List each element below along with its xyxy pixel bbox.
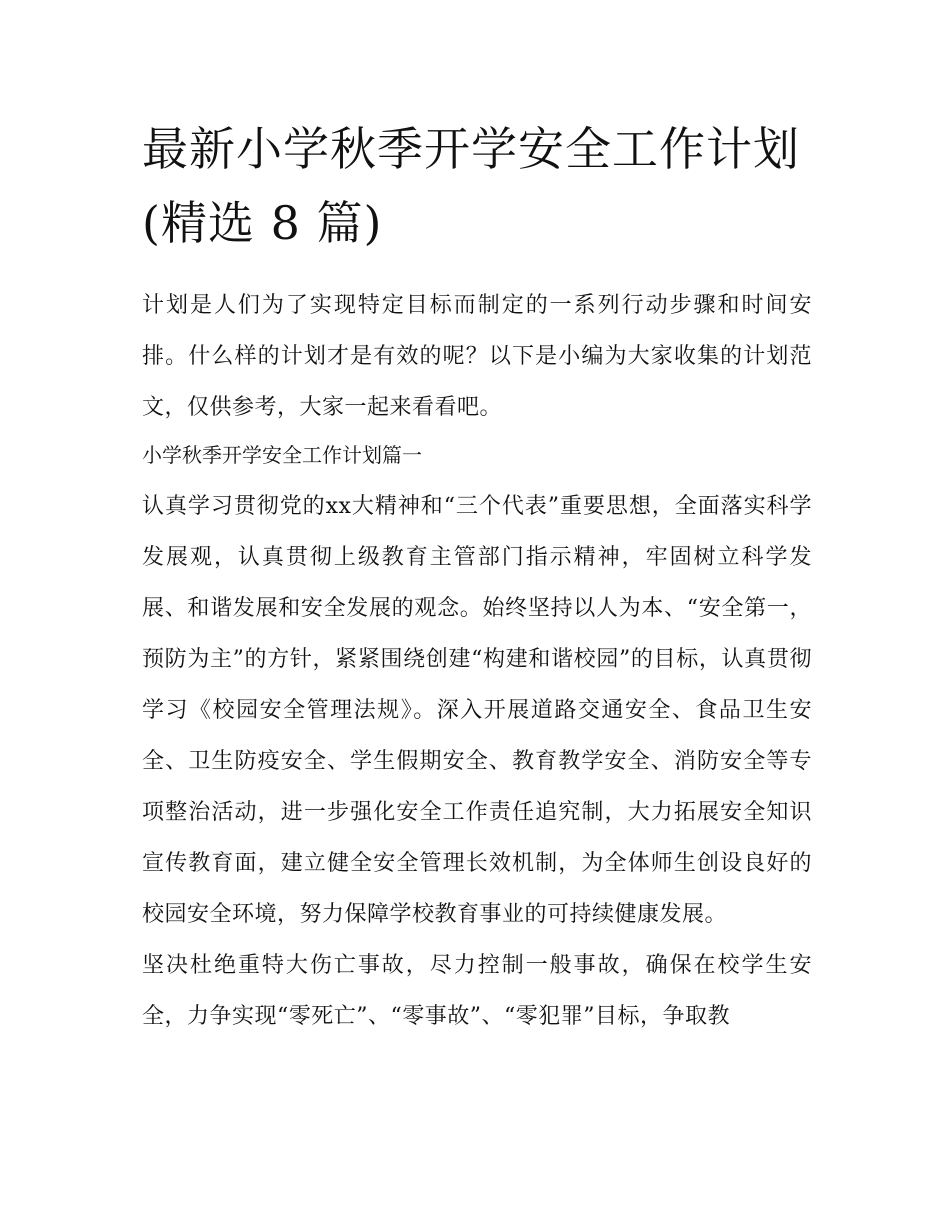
section-heading: 小学秋季开学安全工作计划篇一 <box>142 443 422 467</box>
body-paragraph-1: 认真学习贯彻党的xx大精神和“三个代表”重要思想，全面落实科学发展观，认真贯彻上级教育主管部门指示精神，牢固树立科学发展、和谐发展和安全发展的观念。始终坚持以人为本、“安全第一，预防为主”的方针，紧紧围绕创建“构建和谐校园”的目标，认真贯彻学习《校园安全管理法规》。深入开展道路交通安全、食品卫生安全、卫生防疫安全、学生假期安全、教育教学安全、消防安全等专项整治活动，进一步强化安全工作责任追究制，大力拓展安全知识宣传教育面，建立健全安全管理长效机制，为全体师生创设良好的校园安全环境，努力保障学校教育事业的可持续健康发展。 <box>142 494 812 927</box>
body-paragraph-2: 坚决杜绝重特大伤亡事故，尽力控制一般事故，确保在校学生安全，力争实现“零死亡”、“零事故”、“零犯罪”目标，争取教 <box>142 953 812 1029</box>
document-title: 最新小学秋季开学安全工作计划(精选 8 篇) <box>142 122 800 250</box>
document-page <box>142 112 812 1042</box>
intro-paragraph: 计划是人们为了实现特定目标而制定的一系列行动步骤和时间安排。什么样的计划才是有效的呢？以下是小编为大家收集的计划范文，仅供参考，大家一起来看看吧。 <box>142 293 812 420</box>
